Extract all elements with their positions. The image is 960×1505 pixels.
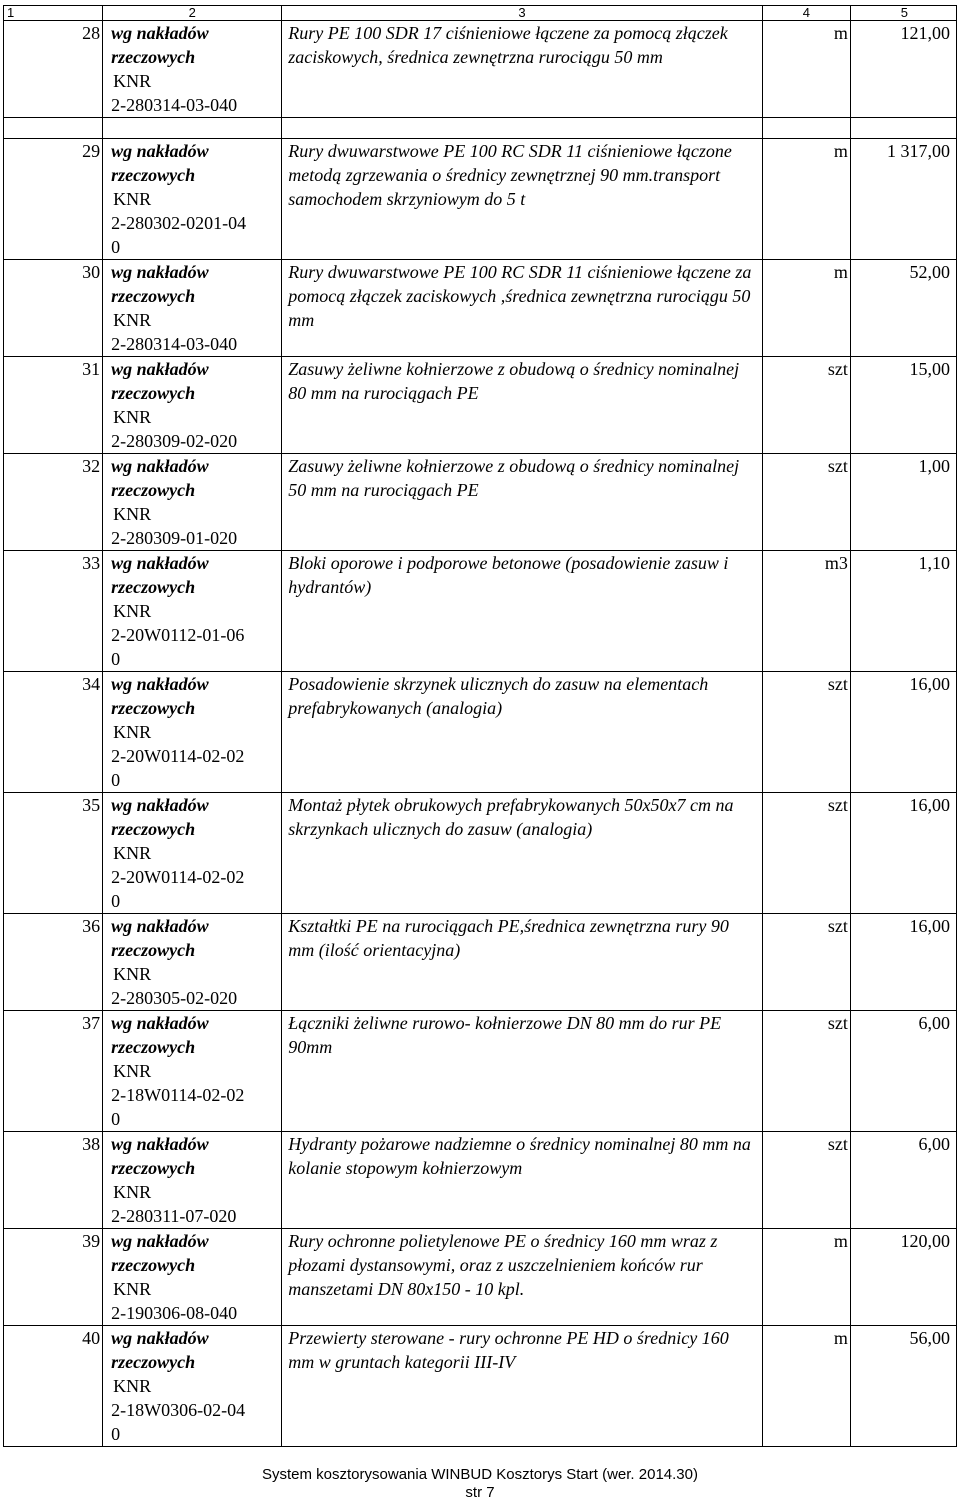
table-row [4,357,957,454]
basis-cell [103,551,282,672]
quantity: 121,00 [850,21,956,118]
table-row [4,454,957,551]
basis-catalog: KNR [113,601,152,621]
unit-of-measure: szt [762,793,850,914]
basis-cell [103,357,282,454]
item-number: 35 [4,793,103,914]
table-row [4,1011,957,1132]
basis-code: 2-280309-02-020 [111,431,238,451]
column-2-header: 2 [103,6,282,21]
basis-catalog: KNR [113,1061,152,1081]
basis-label: rzeczowych [111,940,196,960]
basis-cell [103,672,282,793]
item-number: 37 [4,1011,103,1132]
table-row [4,672,957,793]
description-cell [282,139,763,260]
item-description: Rury ochronne polietylenowe PE o średnicy 160 mm wraz z płozami dystansowymi, oraz z uszczelnieniem końców rur manszetami DN 80x150 - 10 kpl. [288,1231,718,1299]
basis-code: 2-280314-03-040 [111,95,238,115]
basis-code: 2-280311-07-020 [111,1206,237,1226]
basis-code: 2-280305-02-020 [111,988,238,1008]
item-number: 36 [4,914,103,1011]
quantity: 16,00 [850,672,956,793]
basis-cell [103,1229,282,1326]
item-description: Zasuwy żeliwne kołnierzowe z obudową o średnicy nominalnej 80 mm na rurociągach PE [288,359,740,403]
unit-of-measure: szt [762,454,850,551]
basis-code: 2-20W0114-02-02 [111,867,245,887]
description-cell [282,1229,763,1326]
basis-label: rzeczowych [111,1158,196,1178]
basis-label: wg nakładów [111,1328,209,1348]
basis-cell [103,1326,282,1447]
column-5-header: 5 [850,6,956,21]
basis-label: wg nakładów [111,262,209,282]
item-number: 39 [4,1229,103,1326]
spacer-cell [762,118,850,139]
basis-code: 2-20W0112-01-06 [111,625,245,645]
basis-label: wg nakładów [111,553,209,573]
basis-label: rzeczowych [111,480,196,500]
basis-code: 0 [111,770,121,790]
basis-cell [103,21,282,118]
spacer-cell [103,118,282,139]
unit-of-measure: szt [762,357,850,454]
item-description: Rury PE 100 SDR 17 ciśnieniowe łączene za pomocą złączek zaciskowych, średnica zewnętrzna rurociągu 50 mm [288,23,728,67]
table-row [4,914,957,1011]
item-description: Hydranty pożarowe nadziemne o średnicy nominalnej 80 mm na kolanie stopowym kołnierzowym [288,1134,751,1178]
basis-catalog: KNR [113,71,152,91]
item-description: Rury dwuwarstwowe PE 100 RC SDR 11 ciśnieniowe łączene za pomocą złączek zaciskowych ,średnica zewnętrzna rurociągu 50 mm [288,262,752,330]
basis-label: wg nakładów [111,456,209,476]
basis-catalog: KNR [113,1182,152,1202]
quantity: 120,00 [850,1229,956,1326]
unit-of-measure: m [762,1326,850,1447]
column-1-header: 1 [4,6,103,21]
basis-label: rzeczowych [111,286,196,306]
item-description: Posadowienie skrzynek ulicznych do zasuw na elementach prefabrykowanych (analogia) [288,674,709,718]
basis-catalog: KNR [113,722,152,742]
basis-catalog: KNR [113,407,152,427]
quantity: 1 317,00 [850,139,956,260]
basis-code: 2-190306-08-040 [111,1303,238,1323]
spacer-cell [4,118,103,139]
description-cell [282,21,763,118]
basis-label: rzeczowych [111,1037,196,1057]
basis-cell [103,1011,282,1132]
description-cell [282,260,763,357]
table-row [4,21,957,118]
basis-code: 0 [111,1424,121,1444]
table-spacer-row [4,118,957,139]
basis-code: 2-280314-03-040 [111,334,238,354]
description-cell [282,551,763,672]
footer-page-number: str 7 [465,1484,495,1501]
basis-code: 2-18W0306-02-04 [111,1400,246,1420]
basis-label: wg nakładów [111,1013,209,1033]
basis-cell [103,914,282,1011]
quantity: 1,10 [850,551,956,672]
description-cell [282,357,763,454]
basis-label: wg nakładów [111,141,209,161]
basis-label: rzeczowych [111,577,196,597]
column-number-header [4,6,957,21]
unit-of-measure: m [762,260,850,357]
item-description: Rury dwuwarstwowe PE 100 RC SDR 11 ciśnieniowe łączone metodą zgrzewania o średnicy zewnętrznej 90 mm.transport samochodem skrzyniowym do 5 t [288,141,732,209]
basis-code: 0 [111,649,121,669]
basis-catalog: KNR [113,504,152,524]
quantity: 16,00 [850,793,956,914]
unit-of-measure: szt [762,672,850,793]
basis-code: 0 [111,891,121,911]
quantity: 1,00 [850,454,956,551]
column-3-header: 3 [282,6,763,21]
description-cell [282,1132,763,1229]
item-number: 29 [4,139,103,260]
basis-label: wg nakładów [111,795,209,815]
basis-label: rzeczowych [111,1255,196,1275]
item-number: 32 [4,454,103,551]
quantity: 56,00 [850,1326,956,1447]
description-cell [282,793,763,914]
table-row [4,260,957,357]
item-number: 30 [4,260,103,357]
unit-of-measure: m [762,21,850,118]
item-description: Łączniki żeliwne rurowo- kołnierzowe DN 80 mm do rur PE 90mm [288,1013,722,1057]
basis-label: rzeczowych [111,383,196,403]
description-cell [282,1011,763,1132]
item-description: Zasuwy żeliwne kołnierzowe z obudową o średnicy nominalnej 50 mm na rurociągach PE [288,456,740,500]
description-cell [282,1326,763,1447]
basis-code: 0 [111,237,121,257]
table-row [4,1132,957,1229]
basis-label: wg nakładów [111,1134,209,1154]
basis-label: wg nakładów [111,23,209,43]
item-description: Bloki oporowe i podporowe betonowe (posadowienie zasuw i hydrantów) [288,553,729,597]
item-number: 28 [4,21,103,118]
basis-code: 2-20W0114-02-02 [111,746,245,766]
spacer-cell [282,118,763,139]
table-row [4,551,957,672]
basis-label: rzeczowych [111,1352,196,1372]
basis-catalog: KNR [113,1279,152,1299]
basis-label: rzeczowych [111,819,196,839]
item-number: 31 [4,357,103,454]
basis-code: 2-280309-01-020 [111,528,238,548]
description-cell [282,672,763,793]
basis-cell [103,260,282,357]
quantity: 52,00 [850,260,956,357]
basis-catalog: KNR [113,1376,152,1396]
unit-of-measure: szt [762,1132,850,1229]
cost-estimate-table [3,5,957,1447]
basis-label: rzeczowych [111,698,196,718]
unit-of-measure: szt [762,914,850,1011]
quantity: 6,00 [850,1132,956,1229]
basis-code: 0 [111,1109,121,1129]
basis-label: rzeczowych [111,47,196,67]
basis-label: wg nakładów [111,1231,209,1251]
basis-catalog: KNR [113,843,152,863]
basis-cell [103,454,282,551]
basis-cell [103,793,282,914]
unit-of-measure: m3 [762,551,850,672]
column-4-header: 4 [762,6,850,21]
unit-of-measure: m [762,1229,850,1326]
basis-code: 2-18W0114-02-02 [111,1085,245,1105]
table-row [4,793,957,914]
item-description: Montaż płytek obrukowych prefabrykowanych 50x50x7 cm na skrzynkach ulicznych do zasuw (analogia) [288,795,734,839]
footer-software-note: System kosztorysowania WINBUD Kosztorys Start (wer. 2014.30) [262,1466,698,1483]
basis-label: wg nakładów [111,674,209,694]
item-description: Kształtki PE na rurociągach PE,średnica zewnętrzna rury 90 mm (ilość orientacyjna) [288,916,729,960]
item-description: Przewierty sterowane - rury ochronne PE HD o średnicy 160 mm w gruntach kategorii III-IV [288,1328,729,1372]
description-cell [282,454,763,551]
table-row [4,139,957,260]
item-number: 38 [4,1132,103,1229]
table-row [4,1326,957,1447]
basis-label: rzeczowych [111,165,196,185]
basis-code: 2-280302-0201-04 [111,213,247,233]
unit-of-measure: m [762,139,850,260]
basis-catalog: KNR [113,189,152,209]
basis-label: wg nakładów [111,916,209,936]
quantity: 6,00 [850,1011,956,1132]
basis-catalog: KNR [113,964,152,984]
spacer-cell [850,118,956,139]
basis-cell [103,139,282,260]
item-number: 34 [4,672,103,793]
quantity: 16,00 [850,914,956,1011]
item-number: 40 [4,1326,103,1447]
table-row [4,1229,957,1326]
unit-of-measure: szt [762,1011,850,1132]
item-number: 33 [4,551,103,672]
basis-catalog: KNR [113,310,152,330]
basis-label: wg nakładów [111,359,209,379]
description-cell [282,914,763,1011]
quantity: 15,00 [850,357,956,454]
basis-cell [103,1132,282,1229]
